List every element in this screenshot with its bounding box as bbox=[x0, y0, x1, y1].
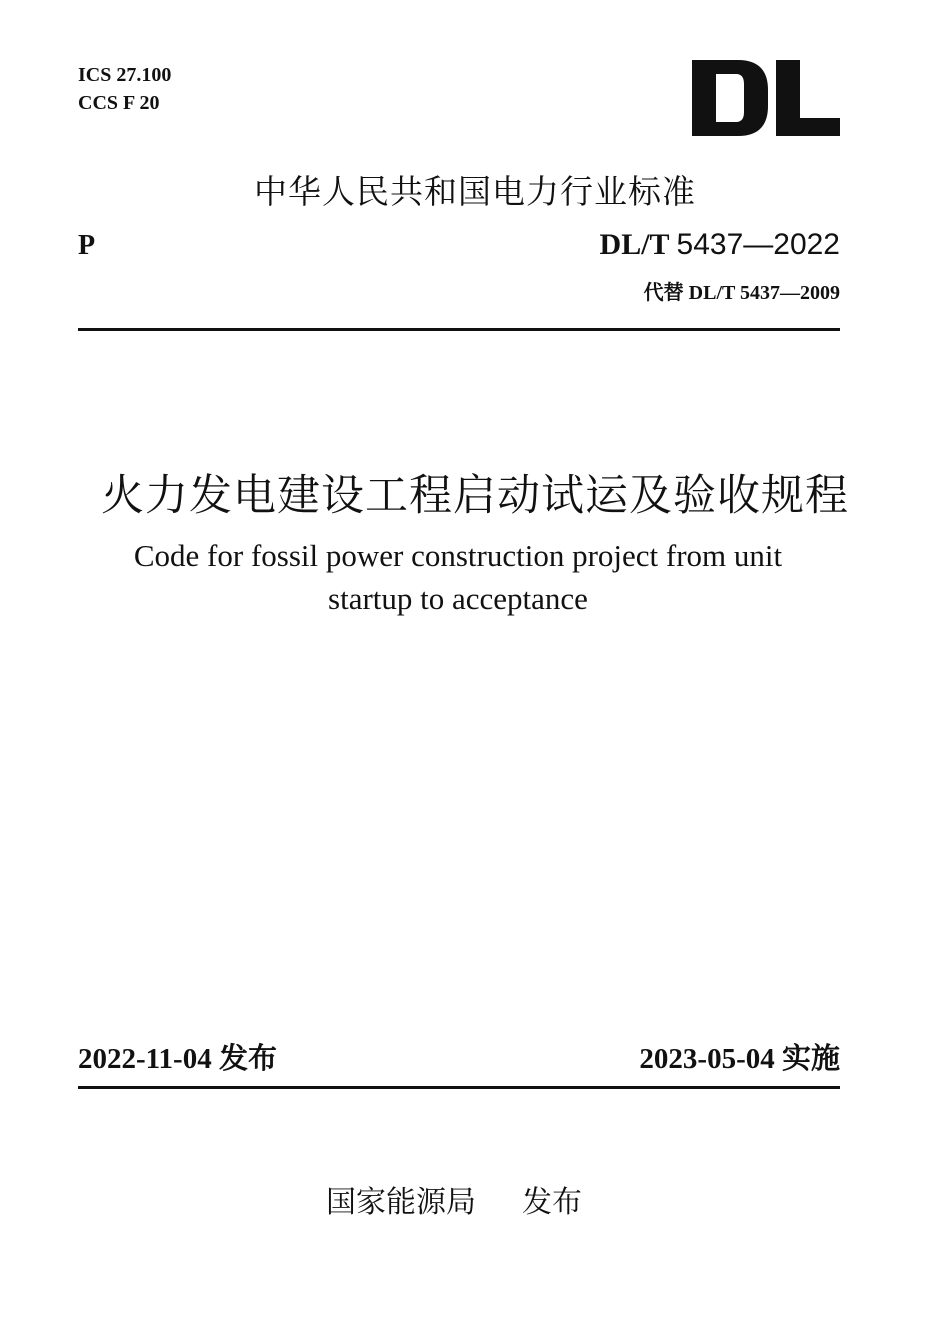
ccs-code: CCS F 20 bbox=[78, 92, 160, 114]
publisher-name: 国家能源局 bbox=[326, 1185, 476, 1220]
ics-code: ICS 27.100 bbox=[78, 64, 172, 86]
industry-standard-heading: 中华人民共和国电力行业标准 bbox=[254, 172, 696, 211]
top-divider bbox=[78, 328, 840, 331]
title-english-line-1: Code for fossil power construction project from unit bbox=[133, 538, 783, 573]
issue-date: 2022-11-04 发布 bbox=[78, 1043, 277, 1075]
dl-logo bbox=[692, 60, 840, 136]
publisher-line bbox=[326, 1177, 582, 1221]
title-english-line-2: startup to acceptance bbox=[328, 581, 588, 616]
category-code: P bbox=[78, 230, 96, 261]
title-english bbox=[0, 534, 916, 620]
publisher-action: 发布 bbox=[522, 1185, 582, 1220]
replaces-standard: 代替 DL/T 5437—2009 bbox=[643, 282, 840, 304]
effective-date: 2023-05-04 实施 bbox=[639, 1043, 840, 1075]
title-chinese: 火力发电建设工程启动试运及验收规程 bbox=[101, 473, 849, 520]
standard-prefix: DL/T bbox=[599, 228, 670, 261]
bottom-divider bbox=[78, 1086, 840, 1089]
standard-number bbox=[600, 228, 840, 262]
standard-code: 5437—2022 bbox=[676, 228, 840, 261]
